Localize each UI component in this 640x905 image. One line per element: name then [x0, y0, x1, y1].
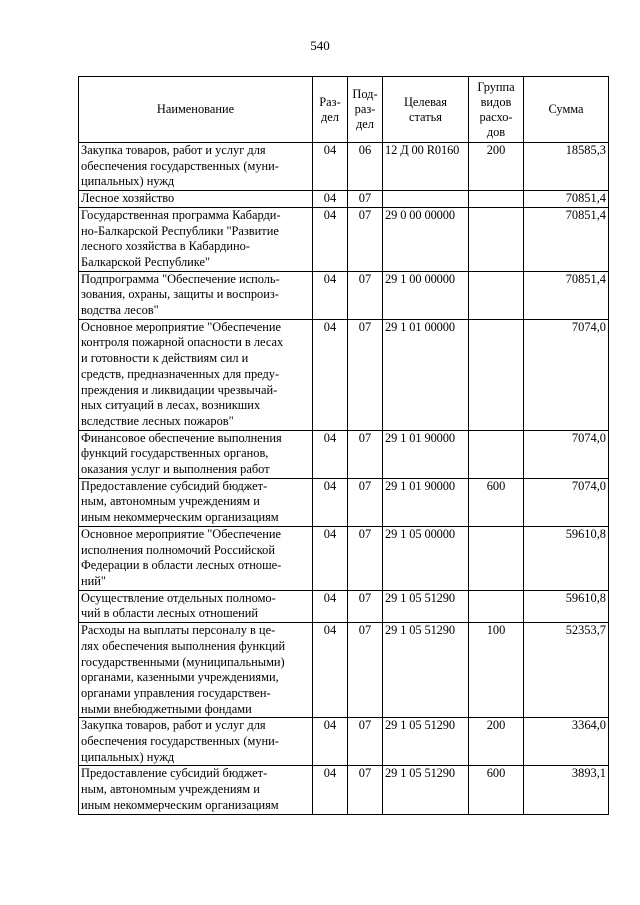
cell-subsection: 07	[348, 478, 383, 526]
cell-subsection: 07	[348, 319, 383, 430]
cell-name-line: Основное мероприятие "Обеспечение	[81, 526, 281, 541]
header-target-text	[384, 95, 467, 125]
cell-section: 04	[313, 207, 348, 271]
cell-amount: 59610,8	[524, 526, 609, 590]
cell-subsection: 07	[348, 718, 383, 766]
cell-name-line: Основное мероприятие "Обеспечение	[81, 319, 281, 334]
cell-amount: 3893,1	[524, 766, 609, 814]
header-amount	[524, 77, 609, 143]
cell-name-line: Лесное хозяйство	[81, 191, 175, 206]
table-row	[79, 207, 609, 271]
cell-name-line: вследствие лесных пожаров"	[81, 413, 234, 428]
cell-expense-group: 200	[469, 143, 524, 191]
cell-name	[79, 766, 313, 814]
cell-name-line: лях обеспечения выполнения функций	[81, 638, 286, 653]
cell-name	[79, 143, 313, 191]
table-row	[79, 430, 609, 478]
header-line: расхо-	[479, 109, 513, 124]
header-name-text	[80, 102, 311, 117]
header-line: Наименование	[156, 102, 235, 116]
cell-name	[79, 207, 313, 271]
cell-expense-group	[469, 590, 524, 622]
cell-section: 04	[313, 319, 348, 430]
cell-expense-group	[469, 430, 524, 478]
header-subsection	[348, 77, 383, 143]
cell-name-line: ным, автономным учреждениям и	[81, 494, 260, 509]
cell-target: 29 1 01 90000	[383, 478, 469, 526]
header-target	[383, 77, 469, 143]
cell-name	[79, 319, 313, 430]
cell-subsection: 07	[348, 430, 383, 478]
cell-name-line: Финансовое обеспечение выполнения	[81, 430, 282, 445]
table-row	[79, 271, 609, 319]
header-line: видов	[480, 94, 512, 109]
cell-name-line: преждения и ликвидации чрезвычай-	[81, 382, 278, 397]
cell-amount: 70851,4	[524, 271, 609, 319]
header-expense-group-text	[470, 80, 522, 140]
header-line: дел	[356, 117, 374, 131]
cell-target: 29 1 01 90000	[383, 430, 469, 478]
cell-name-line: зования, охраны, защиты и воспроиз-	[81, 287, 279, 302]
cell-subsection: 06	[348, 143, 383, 191]
cell-name-line: контроля пожарной опасности в лесах	[81, 335, 284, 350]
header-name	[79, 77, 313, 143]
header-line: дов	[486, 124, 506, 139]
header-subsection-text	[349, 87, 381, 132]
cell-subsection: 07	[348, 623, 383, 718]
cell-subsection: 07	[348, 207, 383, 271]
cell-target: 29 0 00 00000	[383, 207, 469, 271]
cell-name-line: ципальных) нужд	[81, 749, 175, 764]
cell-name-line: чий в области лесных отношений	[81, 606, 259, 621]
cell-name-line: ципальных) нужд	[81, 174, 175, 189]
cell-subsection: 07	[348, 271, 383, 319]
header-expense-group	[469, 77, 524, 143]
cell-name	[79, 430, 313, 478]
cell-name-line: иным некоммерческим организациям	[81, 797, 279, 812]
cell-name-line: органами, казенными учреждениями,	[81, 670, 279, 685]
table-row	[79, 718, 609, 766]
budget-table	[78, 76, 609, 815]
cell-amount: 59610,8	[524, 590, 609, 622]
cell-name-line: иным некоммерческим организациям	[81, 510, 279, 525]
cell-target: 29 1 00 00000	[383, 271, 469, 319]
cell-target	[383, 191, 469, 208]
cell-expense-group	[469, 207, 524, 271]
cell-section: 04	[313, 191, 348, 208]
cell-name	[79, 271, 313, 319]
cell-name-line: Подпрограмма "Обеспечение исполь-	[81, 271, 280, 286]
table-row	[79, 191, 609, 208]
header-line: Сумма	[548, 102, 584, 116]
cell-name-line: Федерации в области лесных отноше-	[81, 558, 282, 573]
cell-amount: 7074,0	[524, 319, 609, 430]
table-row	[79, 623, 609, 718]
cell-target: 29 1 05 51290	[383, 623, 469, 718]
cell-section: 04	[313, 143, 348, 191]
cell-amount: 70851,4	[524, 191, 609, 208]
cell-name	[79, 718, 313, 766]
cell-section: 04	[313, 590, 348, 622]
header-section-text	[314, 95, 346, 125]
table-body	[79, 143, 609, 815]
table-header-row	[79, 77, 609, 143]
cell-name-line: Государственная программа Кабарди-	[81, 207, 281, 222]
cell-target: 29 1 01 00000	[383, 319, 469, 430]
cell-name-line: государственными (муниципальными)	[81, 654, 285, 669]
cell-target: 29 1 05 00000	[383, 526, 469, 590]
cell-name-line: лесного хозяйства в Кабардино-	[81, 239, 250, 254]
cell-section: 04	[313, 526, 348, 590]
header-line: Под-	[352, 87, 378, 101]
cell-expense-group	[469, 191, 524, 208]
header-line: раз-	[354, 102, 376, 116]
cell-name-line: функций государственных органов,	[81, 446, 269, 461]
table-row	[79, 526, 609, 590]
cell-expense-group: 100	[469, 623, 524, 718]
cell-name	[79, 590, 313, 622]
cell-subsection: 07	[348, 526, 383, 590]
cell-expense-group: 600	[469, 766, 524, 814]
cell-expense-group	[469, 271, 524, 319]
cell-name-line: водства лесов"	[81, 303, 159, 318]
cell-name-line: обеспечения государственных (муни-	[81, 158, 279, 173]
cell-amount: 18585,3	[524, 143, 609, 191]
table-row	[79, 143, 609, 191]
cell-name-line: Закупка товаров, работ и услуг для	[81, 143, 266, 157]
cell-name-line: обеспечения государственных (муни-	[81, 734, 279, 749]
cell-name-line: Предоставление субсидий бюджет-	[81, 766, 268, 781]
cell-name	[79, 478, 313, 526]
header-line: Группа	[477, 79, 515, 94]
cell-target: 29 1 05 51290	[383, 590, 469, 622]
cell-name-line: органами управления государствен-	[81, 685, 271, 700]
cell-name	[79, 623, 313, 718]
cell-name-line: ных ситуаций в лесах, возникших	[81, 398, 261, 413]
header-line: дел	[321, 109, 339, 124]
cell-name-line: Предоставление субсидий бюджет-	[81, 478, 268, 493]
cell-expense-group	[469, 526, 524, 590]
cell-subsection: 07	[348, 191, 383, 208]
header-line: Раз-	[319, 94, 341, 109]
cell-name-line: Закупка товаров, работ и услуг для	[81, 718, 266, 733]
header-amount-text	[525, 102, 607, 117]
table-row	[79, 319, 609, 430]
cell-target: 29 1 05 51290	[383, 718, 469, 766]
cell-section: 04	[313, 623, 348, 718]
cell-name-line: оказания услуг и выполнения работ	[81, 462, 270, 477]
cell-amount: 70851,4	[524, 207, 609, 271]
cell-name-line: Балкарской Республике"	[81, 254, 211, 269]
cell-name-line: но-Балкарской Республики "Развитие	[81, 223, 279, 238]
cell-name-line: средств, предназначенных для преду-	[81, 366, 280, 381]
cell-target: 12 Д 00 R0160	[383, 143, 469, 191]
cell-section: 04	[313, 766, 348, 814]
header-line: Целевая	[403, 94, 448, 109]
table-row	[79, 766, 609, 814]
table-row	[79, 478, 609, 526]
cell-expense-group	[469, 319, 524, 430]
cell-section: 04	[313, 718, 348, 766]
cell-name-line: Расходы на выплаты персоналу в це-	[81, 623, 276, 638]
cell-amount: 52353,7	[524, 623, 609, 718]
page-number: 540	[310, 38, 330, 53]
cell-name-line: ным, автономным учреждениям и	[81, 782, 260, 797]
cell-name-line: и готовности к действиям сил и	[81, 351, 249, 366]
cell-target: 29 1 05 51290	[383, 766, 469, 814]
cell-section: 04	[313, 271, 348, 319]
cell-name-line: исполнения полномочий Российской	[81, 542, 275, 557]
cell-name	[79, 526, 313, 590]
cell-name	[79, 191, 313, 208]
cell-name-line: ными внебюджетными фондами	[81, 701, 252, 716]
cell-name-line: Осуществление отдельных полномо-	[81, 590, 276, 605]
cell-section: 04	[313, 430, 348, 478]
table-row	[79, 590, 609, 622]
cell-name-line: ний"	[81, 573, 106, 588]
cell-subsection: 07	[348, 766, 383, 814]
cell-expense-group: 600	[469, 478, 524, 526]
cell-expense-group: 200	[469, 718, 524, 766]
cell-section: 04	[313, 478, 348, 526]
header-section	[313, 77, 348, 143]
header-line: статья	[408, 109, 442, 124]
cell-amount: 7074,0	[524, 478, 609, 526]
cell-amount: 3364,0	[524, 718, 609, 766]
cell-subsection: 07	[348, 590, 383, 622]
cell-amount: 7074,0	[524, 430, 609, 478]
